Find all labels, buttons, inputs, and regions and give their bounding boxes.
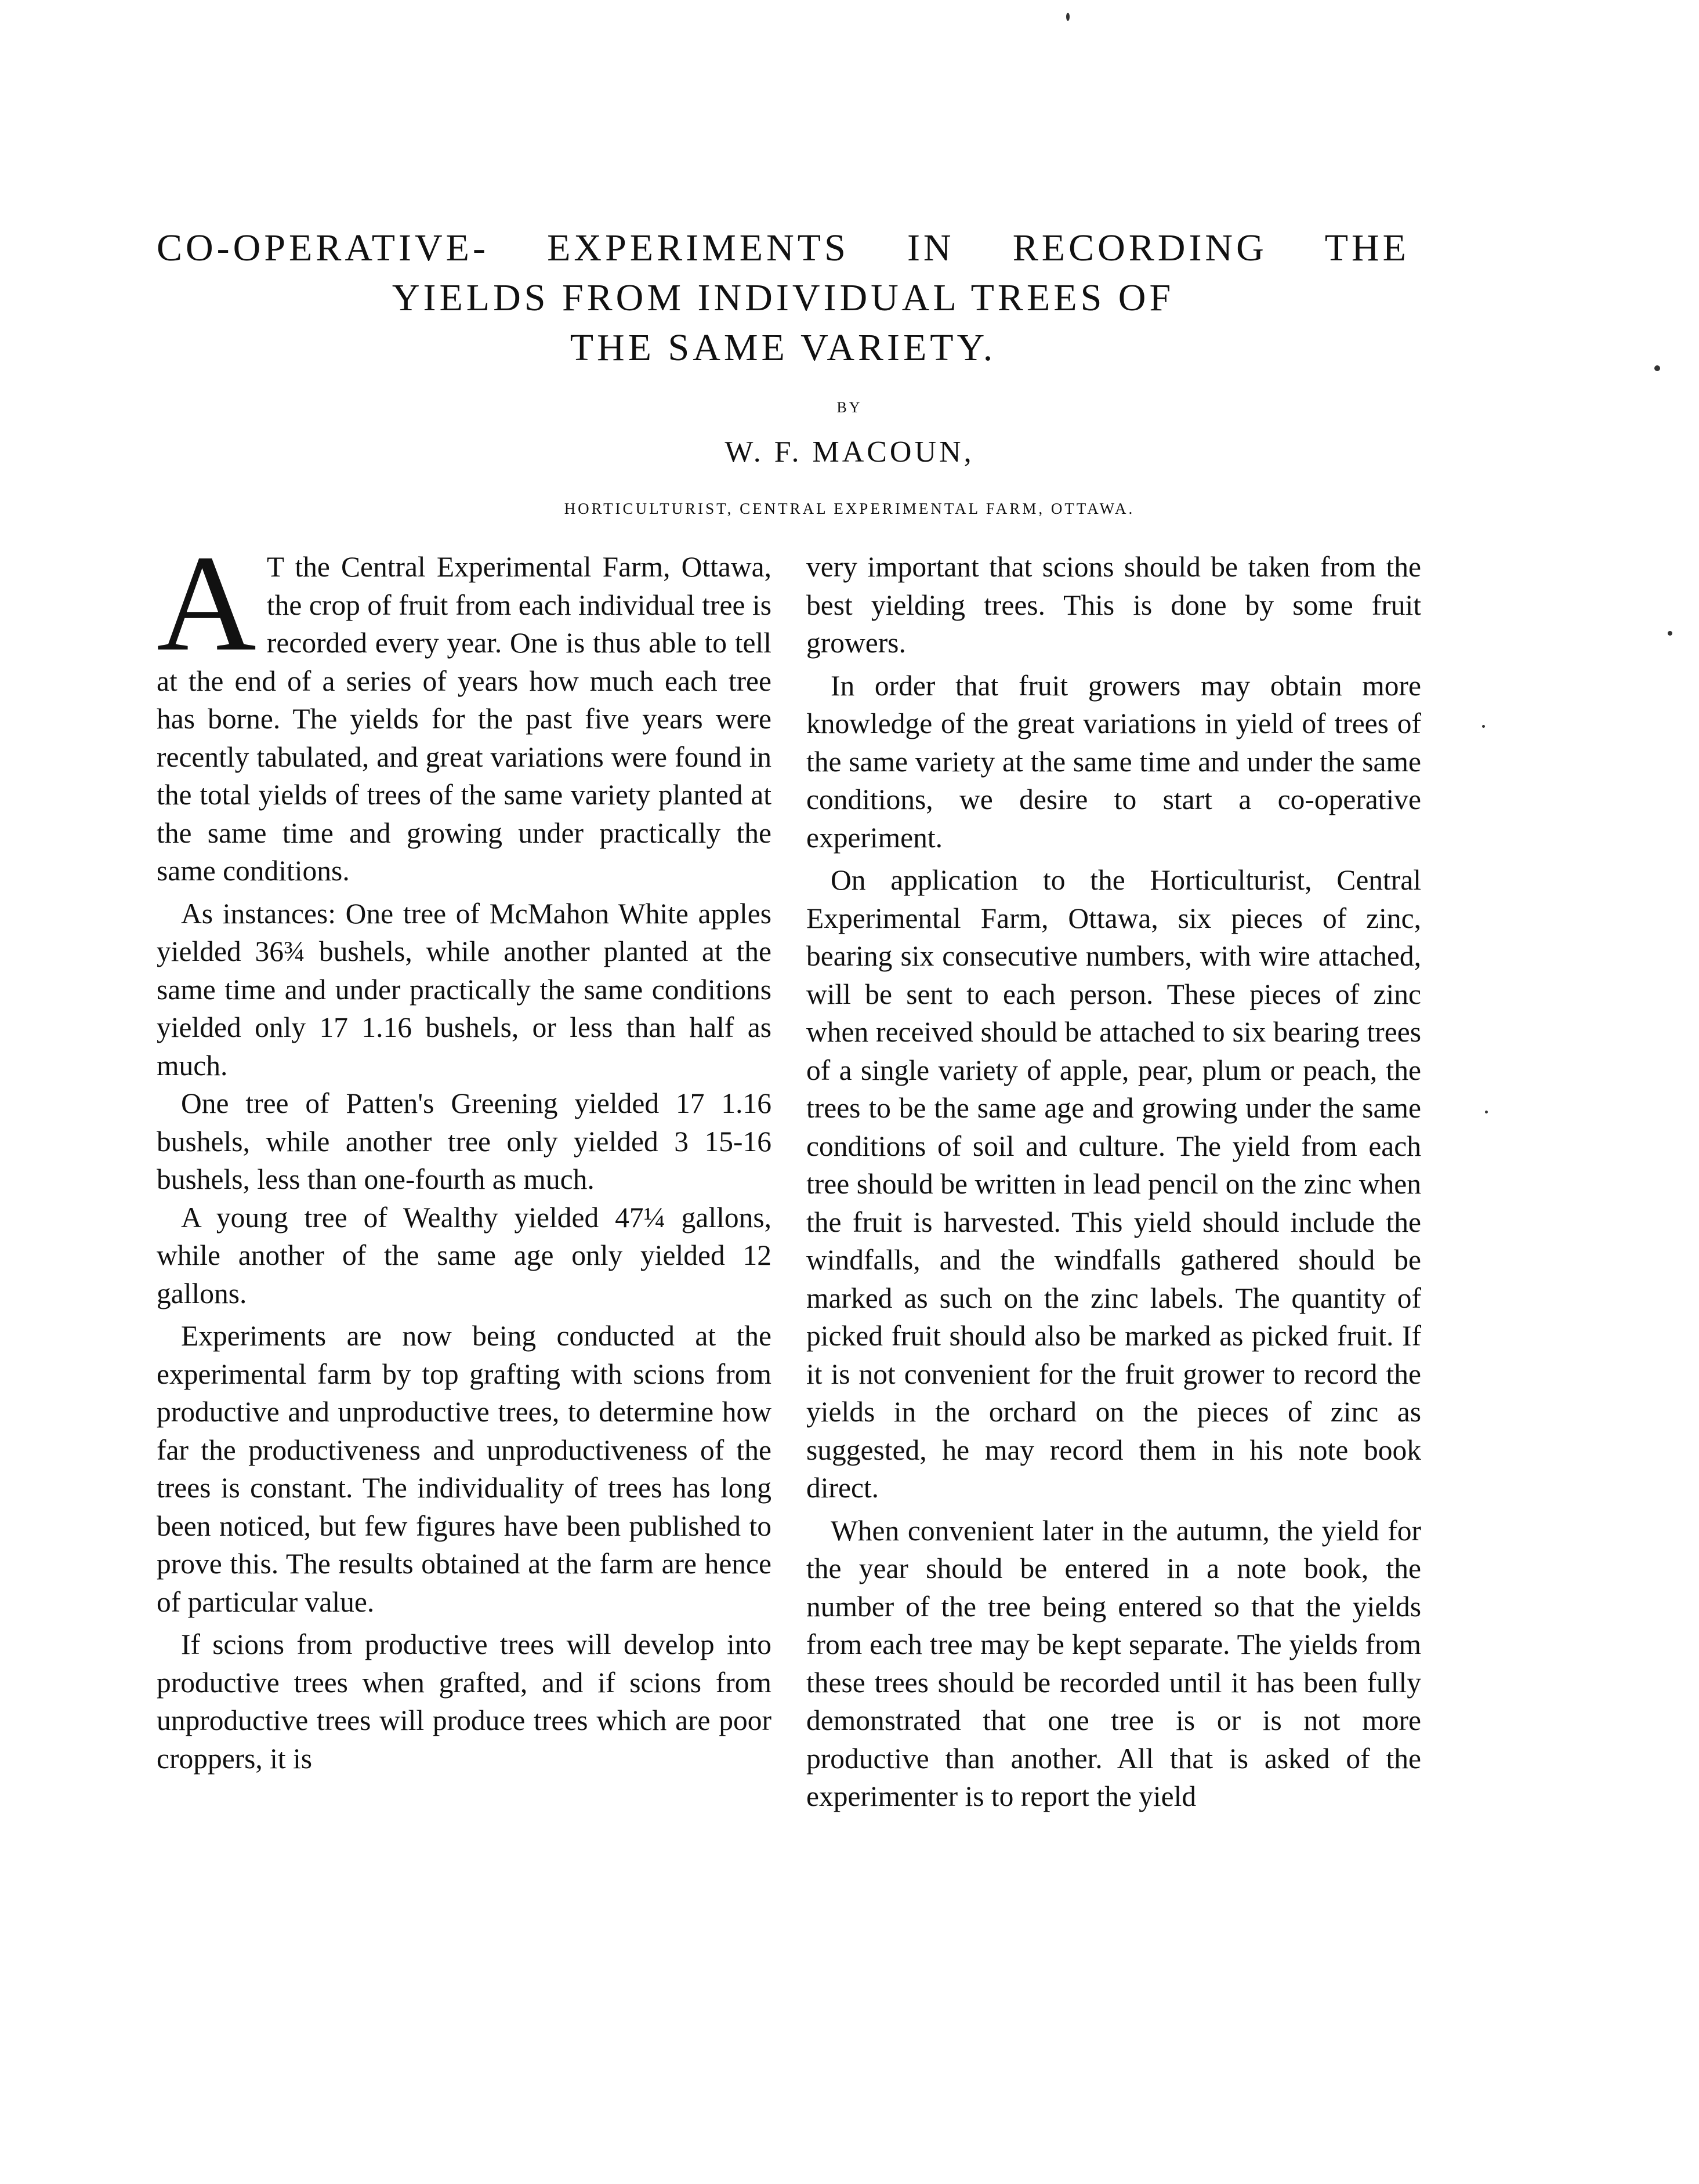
paragraph: One tree of Patten's Greening yielded 17 1.16 bushels, while another tree only yielded 3 15-16 bushels, less than one-fourth as much.: [157, 1087, 771, 1195]
paragraph: [157, 527, 771, 890]
author-affiliation: HORTICULTURIST, CENTRAL EXPERIMENTAL FARM, OTTAWA.: [564, 500, 1135, 517]
byline: BY: [836, 399, 863, 416]
author-name: W. F. MACOUN,: [724, 436, 975, 469]
paragraph: In order that fruit growers may obtain more knowledge of the great variations in yield of trees of the same variety at the same time and under the same conditions, we desire to start a co-operative experiment.: [806, 669, 1421, 854]
paragraph: If scions from productive trees will develop into productive trees when grafted, and if scions from unproductive trees will produce trees which are poor croppers, it is: [157, 1628, 771, 1775]
right-column: [806, 548, 1421, 1816]
left-column: [157, 527, 771, 1777]
paragraph-text: T the Central Experimental Farm, Ottawa, the crop of fruit from each individual tree is recorded every year. One is thus able to tell at the end of a series of years how much each tree has borne. The yields for the past five years were recently tabulated, and great variations were found in the total yields of trees of the same variety planted at the same time and growing under practically the same conditions.: [157, 551, 771, 887]
article-title: [157, 223, 1410, 373]
scan-speck: [1482, 725, 1485, 728]
title-line-1: CO-OPERATIVE- EXPERIMENTS IN RECORDING THE: [157, 227, 1410, 269]
scan-speck: [1668, 631, 1672, 636]
title-line-2: YIELDS FROM INDIVIDUAL TREES OF: [392, 277, 1175, 319]
paragraph: very important that scions should be taken from the best yielding trees. This is done by some fruit growers.: [806, 551, 1421, 659]
drop-cap: A: [157, 527, 256, 680]
paragraph: When convenient later in the autumn, the yield for the year should be entered in a note book, the number of the tree being entered so that the yields from each tree may be kept separate. The yields from these trees should be recorded until it has been fully demonstrated that one tree is or is not more productive than another. All that is asked of the experimenter is to report the yield: [806, 1514, 1421, 1812]
paragraph: On application to the Horticulturist, Central Experimental Farm, Ottawa, six pieces of zinc, bearing six consecutive numbers, with wire attached, will be sent to each person. These pieces of zinc when received should be attached to six bearing trees of a single variety of apple, pear, plum or peach, the trees to be the same age and growing under the same conditions of soil and culture. The yield from each tree should be written in lead pencil on the zinc when the fruit is harvested. This yield should include the windfalls, and the windfalls gathered should be marked as such on the zinc labels. The quantity of picked fruit should also be marked as picked fruit. If it is not convenient for the fruit grower to record the yields in the orchard on the pieces of zinc as suggested, he may record them in his note book direct.: [806, 864, 1421, 1504]
paragraph: As instances: One tree of McMahon White apples yielded 36¾ bushels, while another planted at the same time and under practically the same conditions yielded only 17 1.16 bushels, or less than half as much.: [157, 897, 771, 1082]
scan-speck: [1066, 13, 1070, 21]
scan-speck: [1654, 365, 1660, 371]
paragraph: A young tree of Wealthy yielded 47¼ gallons, while another of the same age only yielded 12 gallons.: [157, 1201, 771, 1309]
scan-speck: [1485, 1111, 1488, 1113]
paragraph: Experiments are now being conducted at the experimental farm by top grafting with scions from productive and unproductive trees, to determine how far the productiveness and unproductiveness of the trees is constant. The individuality of trees has long been noticed, but few figures have been published to prove this. The results obtained at the farm are hence of particular value.: [157, 1320, 771, 1618]
title-line-3: THE SAME VARIETY.: [570, 326, 997, 369]
